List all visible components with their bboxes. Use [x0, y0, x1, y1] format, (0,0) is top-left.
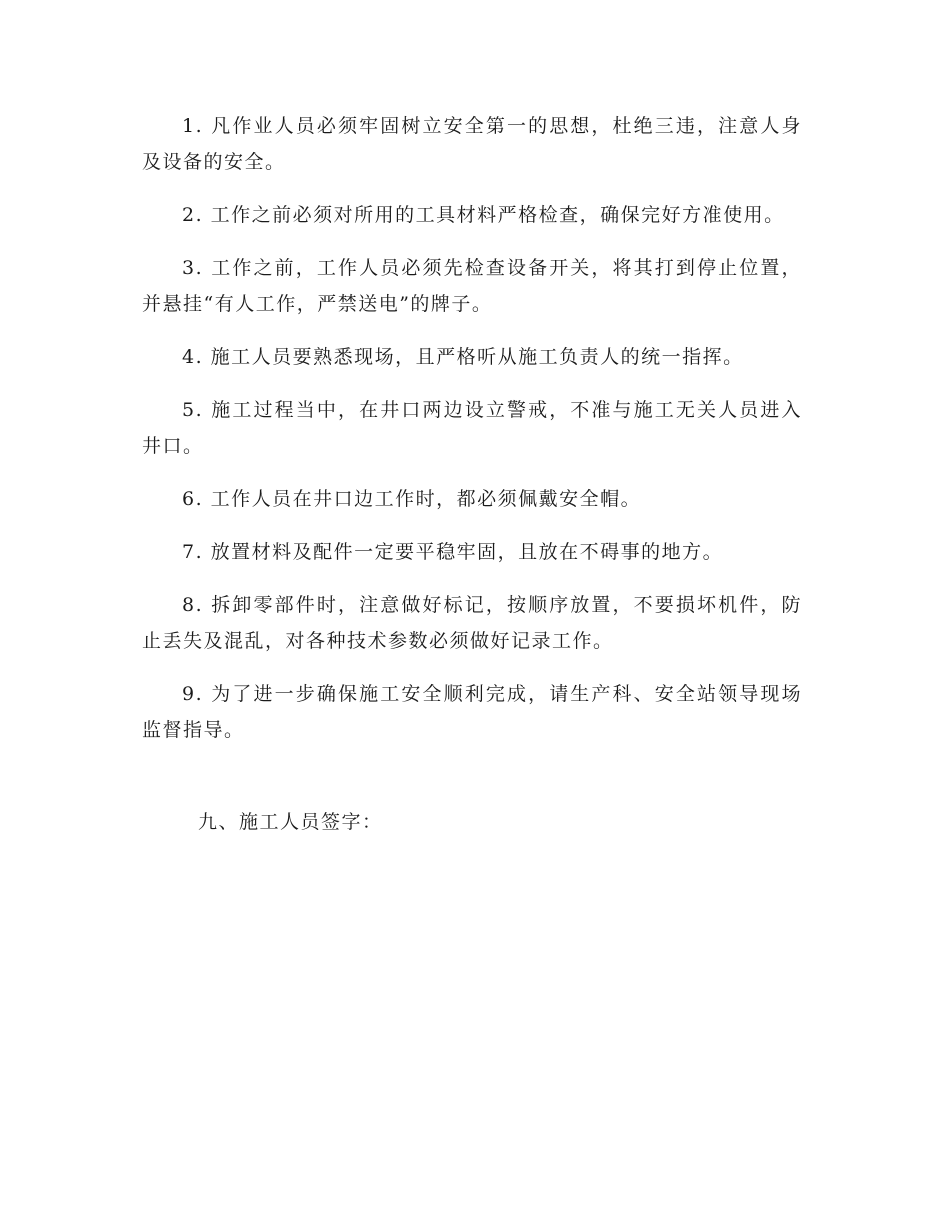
rule-item-2: 2. 工作之前必须对所用的工具材料严格检查，确保完好方准使用。 [182, 204, 785, 226]
rule-item-1: 1. 凡作业人员必须牢固树立安全第一的思想，杜绝三违，注意人身及设备的安全。 [142, 115, 802, 173]
rule-item-3: 3. 工作之前，工作人员必须先检查设备开关，将其打到停止位置，并悬挂“有人工作，严禁送电”的牌子。 [142, 257, 802, 315]
rule-item-4: 4. 施工人员要熟悉现场，且严格听从施工负责人的统一指挥。 [182, 346, 744, 368]
rule-item-7: 7. 放置材料及配件一定要平稳牢固，且放在不碍事的地方。 [182, 541, 724, 563]
safety-rules-list [142, 108, 802, 765]
rule-item-5: 5. 施工过程当中，在井口两边设立警戒，不准与施工无关人员进入井口。 [142, 399, 802, 457]
rule-item-6: 6. 工作人员在井口边工作时，都必须佩戴安全帽。 [182, 488, 642, 510]
signature-heading: 九、施工人员签字： [198, 811, 383, 833]
rule-item-8: 8. 拆卸零部件时，注意做好标记，按顺序放置，不要损坏机件，防止丢失及混乱，对各种技术参数必须做好记录工作。 [142, 594, 802, 652]
rule-item-9: 9. 为了进一步确保施工安全顺利完成，请生产科、安全站领导现场监督指导。 [142, 683, 802, 741]
